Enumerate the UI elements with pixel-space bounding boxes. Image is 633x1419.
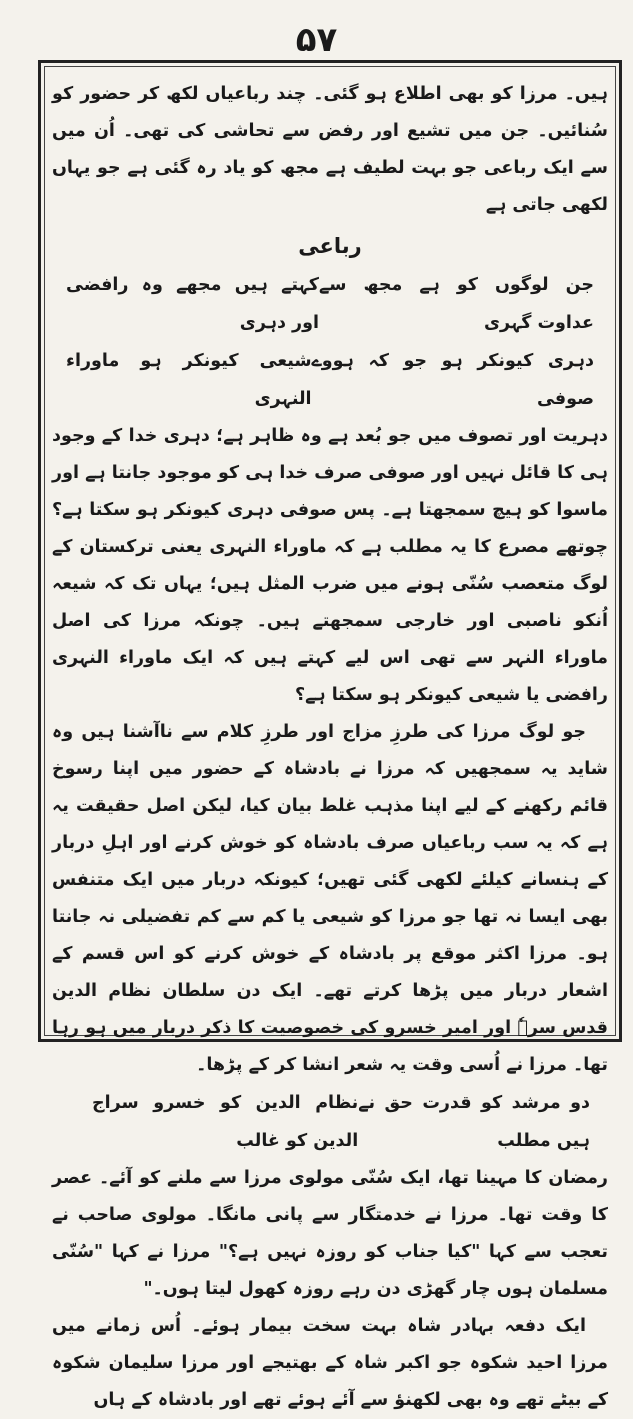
- paragraph-last: ایک دفعہ بہادر شاہ بہت سخت بیمار ہوئے۔ اُس زمانے میں مرزا احید شکوہ جو اکبر شاہ کے بھتیجے اور مرزا سلیمان شکوہ کے بیٹے تھے وہ بھی لکھنؤ سے آئے ہوئے تھے اور بادشاہ کے ہاں: [52, 1316, 608, 1410]
- verse-left-hemistich: کہتے ہیں مجھے وہ رافضی اور دہری: [66, 275, 319, 333]
- verse-left-hemistich: شیعی کیونکر ہو ماوراء النہری: [66, 351, 312, 409]
- quoted-verse-left: نظام الدین کو خسرو سراج الدین کو غالب: [92, 1093, 359, 1151]
- page-text: [52, 76, 608, 1410]
- verse-line: [52, 342, 608, 418]
- paragraph-explanation: دہریت اور تصوف میں جو بُعد ہے وہ ظاہر ہے؛ دہری خدا کے وجود ہی کا قائل نہیں اور صوفی صرف خدا ہی کو موجود جانتا ہے اور ماسوا کو ہیچ سمجھتا ہے۔ پس صوفی دہری کیونکر ہو سکتا ہے؟ چوتھے مصرع کا یہ مطلب ہے کہ ماوراء النہری یعنی ترکستان کے لوگ متعصب سُنّی ہونے میں ضرب المثل ہیں؛ یہاں تک کہ شیعہ اُنکو ناصبی اور خارجی سمجھتے ہیں۔ چونکہ مرزا کی اصل ماوراء النہر سے تھی اس لیے کہتے ہیں کہ ایک ماوراء النہری رافضی یا شیعی کیونکر ہو سکتا ہے؟: [52, 426, 608, 705]
- quoted-verse: [52, 1084, 608, 1160]
- page-number: ۵۷: [295, 20, 338, 60]
- paragraph-intro: ہیں۔ مرزا کو بھی اطلاع ہو گئی۔ چند رباعیاں لکھ کر حضور کو سُنائیں۔ جن میں تشیع اور رفض سے تحاشی کی تھی۔ اُن میں سے ایک رباعی جو بہت لطیف ہے مجھ کو یاد رہ گئی ہے جو یہاں لکھی جاتی ہے: [52, 84, 608, 215]
- verse-line: [52, 266, 608, 342]
- verse-right-hemistich: جن لوگوں کو ہے مجھ سے عداوت گہری: [318, 275, 594, 333]
- paragraph-main: جو لوگ مرزا کی طرزِ مزاج اور طرزِ کلام سے ناآشنا ہیں وہ شاید یہ سمجھیں کہ مرزا نے بادشاہ کے حضور میں اپنا رسوخ قائم رکھنے کے لیے اپنا مذہب غلط بیان کیا، لیکن اصل حقیقت یہ ہے کہ یہ سب رباعیاں صرف بادشاہ کو خوش کرنے اور اہلِ دربار کے ہنسانے کیلئے لکھی گئی تھیں؛ کیونکہ دربار میں ایک متنفس بھی ایسا نہ تھا جو مرزا کو شیعی یا کم سے کم تفضیلی نہ جانتا ہو۔ مرزا اکثر موقع پر بادشاہ کے خوش کرنے کو اس قسم کے اشعار دربار میں پڑھا کرتے تھے۔ ایک دن سلطان نظام الدین قدس سرہٗ اور امیر خسرو کی خصوصیت کا ذکر دربار میں ہو رہا تھا۔ مرزا نے اُسی وقت یہ شعر انشا کر کے پڑھا۔: [52, 722, 608, 1075]
- verse-right-hemistich: دہری کیونکر ہو جو کہ ہووے صوفی: [311, 351, 594, 409]
- paragraph-ramzan: رمضان کا مہینا تھا، ایک سُنّی مولوی مرزا سے ملنے کو آئے۔ عصر کا وقت تھا۔ مرزا نے خدمتگار سے پانی مانگا۔ مولوی صاحب نے تعجب سے کہا "کیا جناب کو روزہ نہیں ہے؟" مرزا نے کہا "سُنّی مسلمان ہوں چار گھڑی دن رہے روزہ کھول لیتا ہوں۔": [52, 1168, 608, 1299]
- section-heading: رباعی: [298, 234, 362, 258]
- quoted-verse-right: دو مرشد کو قدرت حق نے ہیں مطلب: [358, 1093, 590, 1151]
